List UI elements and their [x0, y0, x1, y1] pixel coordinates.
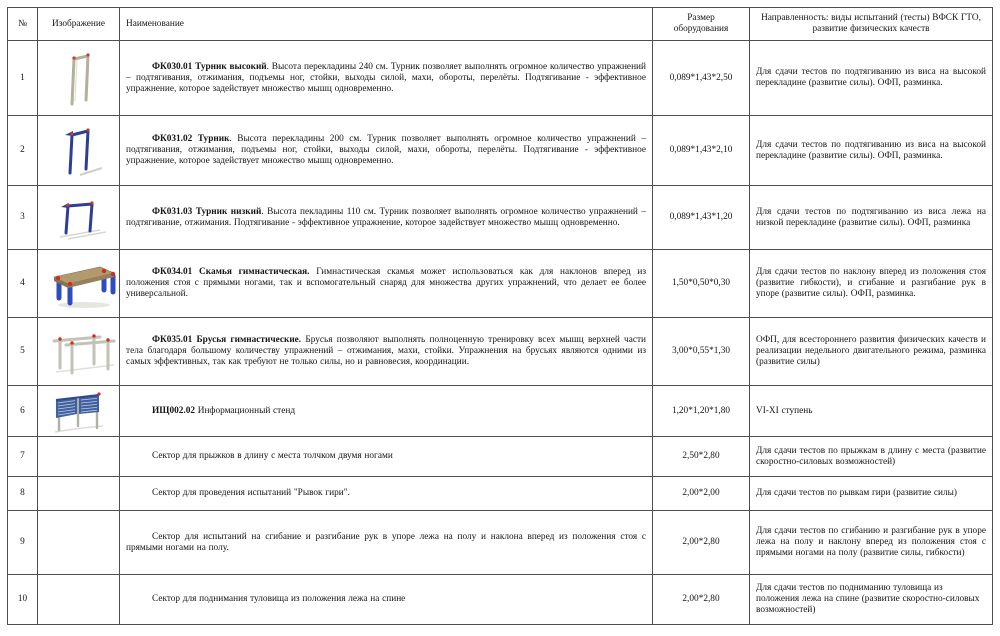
header-name: Наименование [120, 8, 653, 41]
equipment-size: 2,00*2,00 [653, 477, 750, 511]
equipment-name [120, 186, 653, 250]
equipment-name [120, 116, 653, 186]
equipment-size: 0,089*1,43*1,20 [653, 186, 750, 250]
equipment-description: Сектор для поднимания туловища из положения лежа на спине [152, 594, 406, 604]
equipment-direction: Для сдачи тестов по подтягиванию из виса лежа на низкой перекладине (развитие силы). ОФП, разминка [750, 186, 993, 250]
equipment-image-cell [38, 186, 120, 250]
equipment-description: . Высота пекладины 110 см. Турник позволяет выполнять огромное количество упражнений – подтягивание, отжимания. Подтягивание - эффективное упражнение, которое задействует множество мышц одновременно. [126, 206, 647, 228]
equipment-size: 3,00*0,55*1,30 [653, 318, 750, 386]
row-number: 2 [8, 116, 38, 186]
equipment-size: 0,089*1,43*2,10 [653, 116, 750, 186]
equipment-description: Сектор для испытаний на сгибание и разгибание рук в упоре лежа на полу и наклона вперед из положения стоя с прямыми ногами на полу. [126, 531, 646, 553]
row-number: 7 [8, 437, 38, 477]
table-row [8, 477, 993, 511]
equipment-size: 2,00*2,80 [653, 511, 750, 575]
table-row [8, 386, 993, 437]
equipment-image-cell [38, 575, 120, 625]
equipment-name [120, 250, 653, 318]
header-image: Изображение [38, 8, 120, 41]
equipment-description: Сектор для проведения испытаний "Рывок гири". [152, 488, 350, 498]
equipment-description: . Высота перекладины 200 см. Турник позволяет выполнять огромное количество упражнений – подтягивания, отжимания, подъемы ног, стойки, выходы силой, махи, обороты, перелёты. Подтягивание - эффективное упражнение, которое задействует множество мышц одновременно. [126, 134, 646, 166]
equipment-code: ФК030.01 Турник высокий [152, 61, 267, 72]
equipment-image-cell [38, 511, 120, 575]
equipment-direction: Для сдачи тестов по подтягиванию из виса на высокой перекладине (развитие силы). ОФП, разминка. [750, 41, 993, 116]
equipment-image-cell [38, 41, 120, 116]
equipment-image-cell [38, 386, 120, 437]
table-row [8, 437, 993, 477]
equipment-image-cell [38, 250, 120, 318]
table-row [8, 511, 993, 575]
row-number: 6 [8, 386, 38, 437]
equipment-direction: Для сдачи тестов по рывкам гири (развитие силы) [750, 477, 993, 511]
equipment-direction: Для сдачи тестов по прыжкам в длину с места (развитие скоростно-силовых возможностей) [750, 437, 993, 477]
equipment-size: 1,50*0,50*0,30 [653, 250, 750, 318]
equipment-direction: VI-XI ступень [750, 386, 993, 437]
equipment-description: Гимнастическая скамья может использоваться как для наклонов вперед из положения стоя с прямыми ногами, так и вспомогательный снаряд для множества других упражнений, что делает ее более универсальной. [126, 267, 646, 299]
header-num: № [8, 8, 38, 41]
row-number: 8 [8, 477, 38, 511]
table-row [8, 116, 993, 186]
equipment-direction: Для сдачи тестов по подтягиванию из виса на высокой перекладине (развитие силы). ОФП, разминка. [750, 116, 993, 186]
equipment-direction: ОФП, для всестороннего развития физических качеств и реализации недельного двигательного режима, разминка (развитие силы) [750, 318, 993, 386]
equipment-direction: Для сдачи тестов по наклону вперед из положения стоя (развитие гибкости), и сгибание и разгибание рук в упоре (развитие силы). ОФП, разминка. [750, 250, 993, 318]
equipment-image-cell [38, 477, 120, 511]
equipment-size: 0,089*1,43*2,50 [653, 41, 750, 116]
row-number: 5 [8, 318, 38, 386]
header-direction: Направленность: виды испытаний (тесты) ВФСК ГТО, развитие физических качеств [750, 8, 993, 41]
equipment-name [120, 386, 653, 437]
equipment-size: 2,50*2,80 [653, 437, 750, 477]
equipment-code: ФК035.01 Брусья гимнастические. [152, 335, 302, 345]
equipment-description: Информационный стенд [195, 405, 296, 416]
table-row [8, 250, 993, 318]
equipment-name [120, 477, 653, 511]
equipment-image-cell [38, 437, 120, 477]
header-size: Размер оборудования [653, 8, 750, 41]
table-header-row [8, 8, 993, 41]
table-row [8, 575, 993, 625]
equipment-image-cell [38, 116, 120, 186]
equipment-name [120, 575, 653, 625]
equipment-code: ФК031.03 Турник низкий [152, 206, 262, 217]
row-number: 9 [8, 511, 38, 575]
row-number: 10 [8, 575, 38, 625]
equipment-direction: Для сдачи тестов по подниманию туловища из положения лежа на спине (развитие скоростно-силовых возможностей) [750, 575, 993, 625]
row-number: 4 [8, 250, 38, 318]
equipment-name [120, 511, 653, 575]
equipment-name [120, 437, 653, 477]
equipment-code: ФК034.01 Скамья гимнастическая. [152, 267, 310, 277]
equipment-table [7, 7, 993, 625]
equipment-size: 1,20*1,20*1,80 [653, 386, 750, 437]
equipment-direction: Для сдачи тестов по сгибанию и разгибание рук в упоре лежа на полу и наклону вперед из положения стоя с прямыми ногами на полу (развитие силы, гибкости) [750, 511, 993, 575]
pull-up-bar-image [46, 121, 112, 181]
equipment-name [120, 318, 653, 386]
row-number: 3 [8, 186, 38, 250]
equipment-name [120, 41, 653, 116]
equipment-description: . Высота перекладины 240 см. Турник позволяет выполнять огромное количество упражнений – подтягивания, отжимания, подъемы ног, стойки, выходы силой, махи, обороты, перелёты. Подтягивание - эффективное упражнение, которое задействует множество мышц одновременно. [126, 61, 646, 94]
low-pull-up-bar-image [46, 193, 112, 243]
equipment-description: Сектор для прыжков в длину с места толчком двумя ногами [152, 451, 393, 461]
table-row [8, 318, 993, 386]
equipment-code: ИЩ002.02 [152, 405, 196, 416]
parallel-bars-image [44, 323, 120, 381]
high-pull-up-bar-image [46, 46, 112, 110]
row-number: 1 [8, 41, 38, 116]
information-stand-image [47, 388, 111, 434]
table-row [8, 186, 993, 250]
equipment-description: Брусья позволяют выполнять полноценную тренировку всех мышц верхней части тела благодаря большому количеству упражнений – отжимания, махи, стойки. Упражнения на брусьях являются одними из самых эффективных, так как требуют не только силы, но и равновесия, координации. [126, 335, 647, 367]
equipment-code: ФК031.02 Турник [152, 134, 230, 144]
table-row [8, 41, 993, 116]
equipment-size: 2,00*2,80 [653, 575, 750, 625]
gymnastic-bench-image [44, 257, 120, 311]
equipment-image-cell [38, 318, 120, 386]
